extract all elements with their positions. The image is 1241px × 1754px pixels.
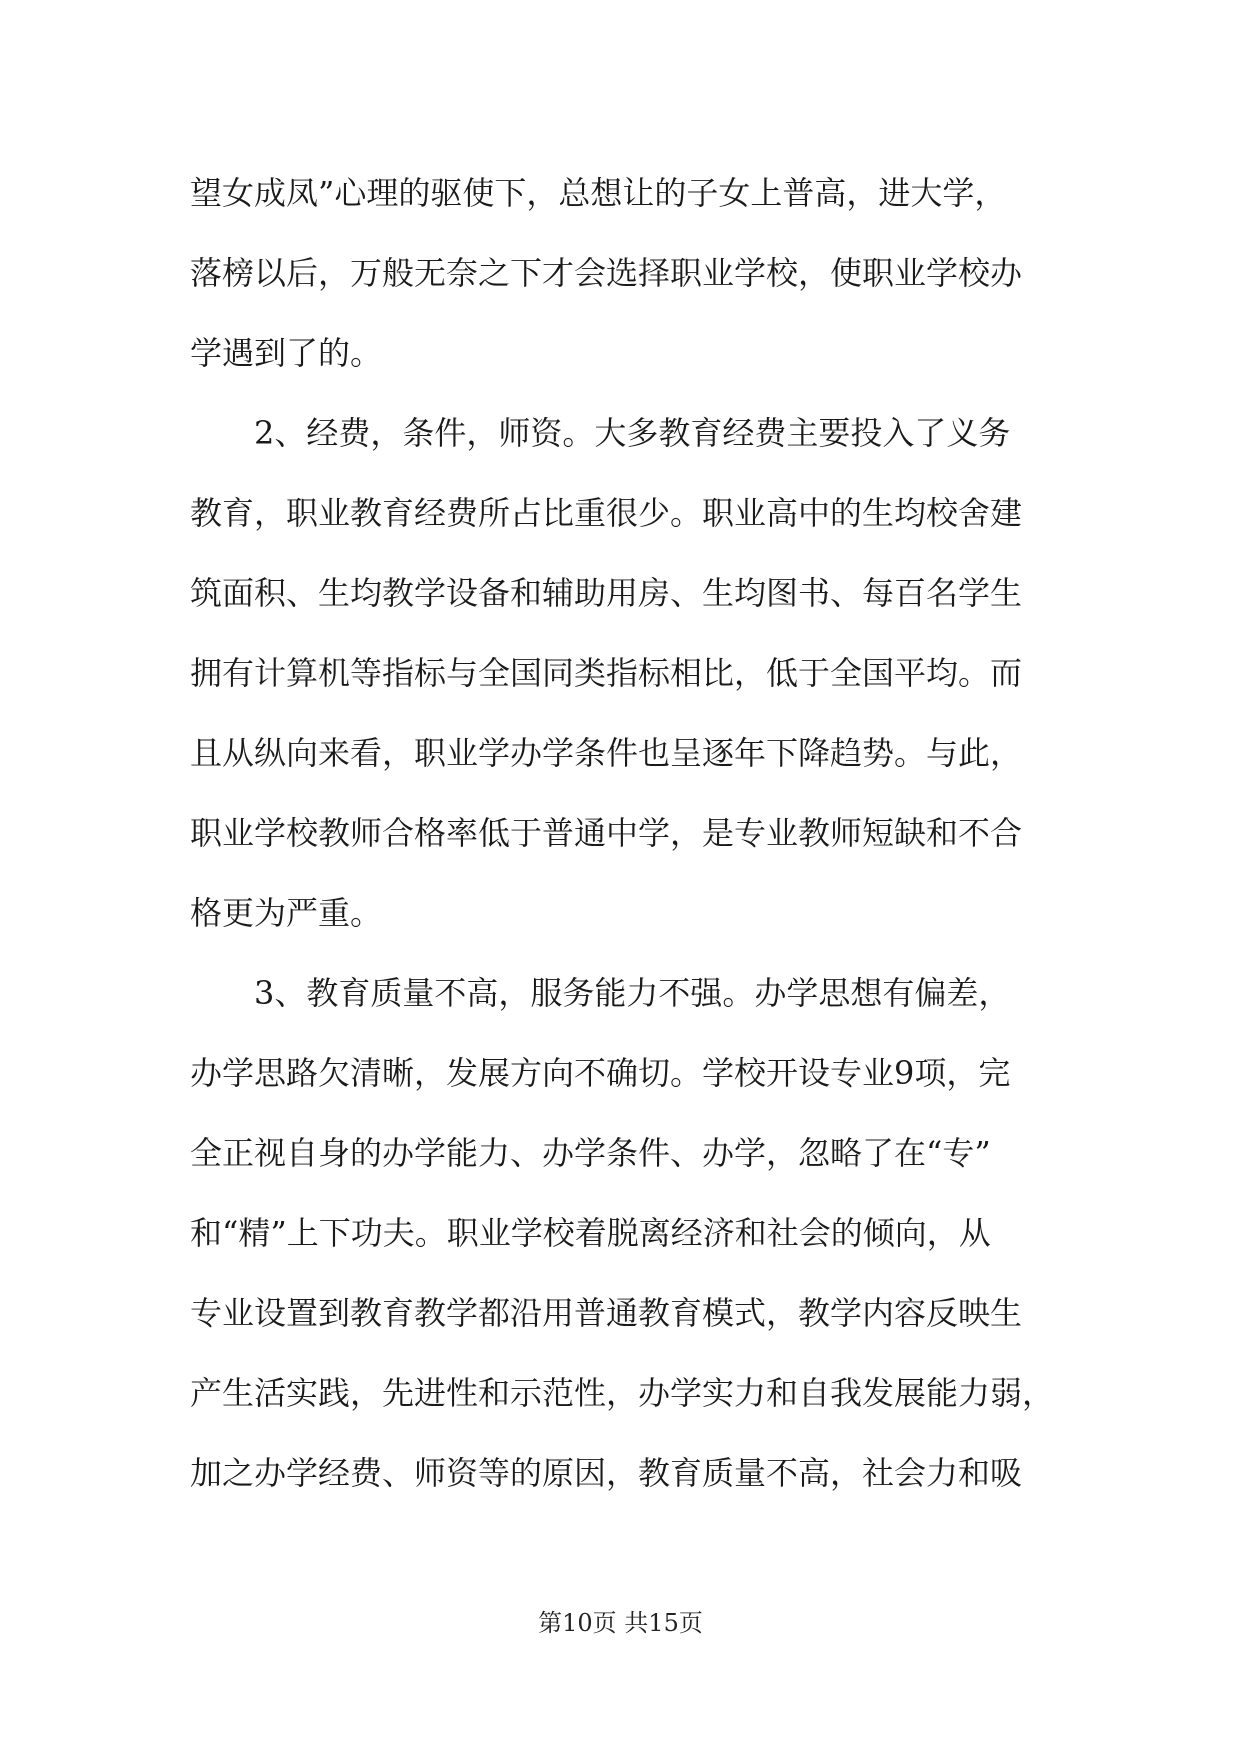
text-line-12: 办学思路欠清晰，发展方向不确切。学校开设专业9项，完 [190,1054,1011,1092]
text-line-16: 产生活实践，先进性和示范性，办学实力和自我发展能力弱， [190,1374,1055,1412]
text-line-3: 学遇到了的。 [190,334,383,372]
page-number-footer: 第10页 共15页 [538,1609,703,1637]
text-line-5: 教育，职业教育经费所占比重很少。职业高中的生均校舍建 [190,494,1023,532]
text-line-8: 且从纵向来看，职业学办学条件也呈逐年下降趋势。与此， [190,734,1023,772]
text-line-13: 全正视自身的办学能力、办学条件、办学，忽略了在“专” [190,1134,991,1172]
text-line-14: 和“精”上下功夫。职业学校着脱离经济和社会的倾向，从 [190,1214,991,1252]
text-line-17: 加之办学经费、师资等的原因，教育质量不高，社会力和吸 [190,1454,1023,1492]
text-line-7: 拥有计算机等指标与全国同类指标相比，低于全国平均。而 [190,654,1023,692]
text-line-1: 望女成凤”心理的驱使下，总想让的子女上普高，进大学， [190,174,1007,212]
text-line-4: 2、经费，条件，师资。大多教育经费主要投入了义务 [254,414,1011,452]
text-line-11: 3、教育质量不高，服务能力不强。办学思想有偏差， [254,974,1011,1012]
text-line-15: 专业设置到教育教学都沿用普通教育模式，教学内容反映生 [190,1294,1023,1332]
text-line-6: 筑面积、生均教学设备和辅助用房、生均图书、每百名学生 [190,574,1023,612]
text-line-10: 格更为严重。 [190,894,383,932]
text-line-9: 职业学校教师合格率低于普通中学，是专业教师短缺和不合 [190,814,1023,852]
text-line-2: 落榜以后，万般无奈之下才会选择职业学校，使职业学校办 [190,254,1023,292]
